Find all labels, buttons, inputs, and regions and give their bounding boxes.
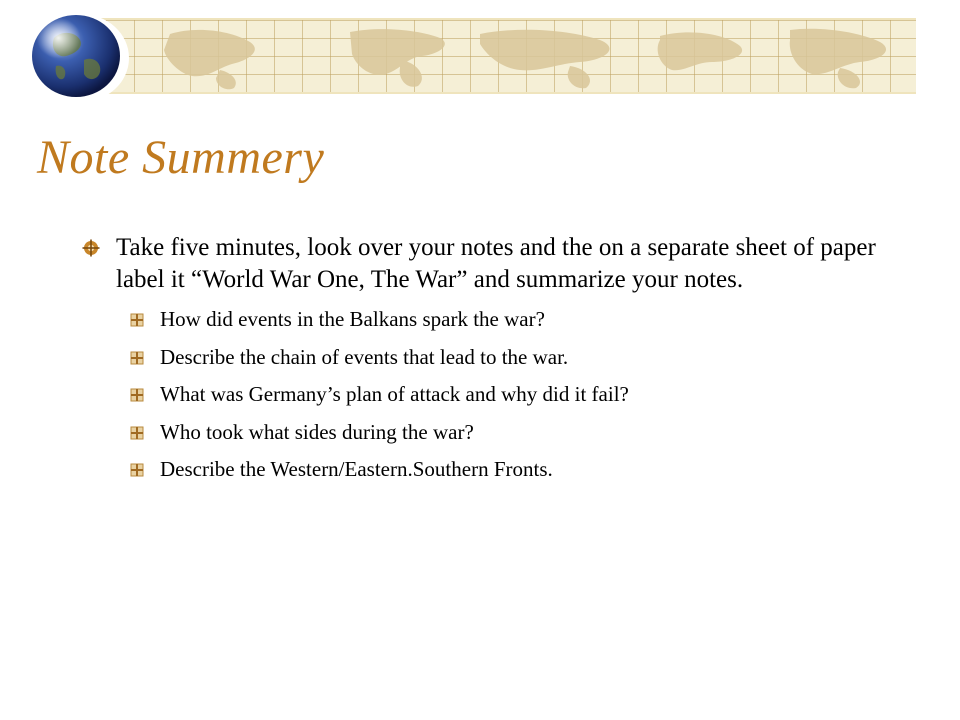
slide-body bbox=[80, 232, 880, 494]
map-continents-graphic bbox=[100, 20, 916, 92]
square-bullet-icon bbox=[130, 313, 144, 327]
list-item bbox=[80, 456, 880, 482]
globe-icon bbox=[26, 8, 136, 102]
square-bullet-icon bbox=[130, 388, 144, 402]
slide-title: Note Summery bbox=[37, 131, 325, 184]
sub-bullet-text: Who took what sides during the war? bbox=[160, 419, 474, 444]
square-bullet-icon bbox=[130, 426, 144, 440]
sub-bullet-text: Describe the Western/Eastern.Southern Fronts. bbox=[160, 457, 553, 481]
sub-bullet-text: How did events in the Balkans spark the war? bbox=[160, 307, 545, 331]
world-map-banner bbox=[100, 18, 916, 94]
main-bullet-point bbox=[80, 232, 880, 296]
sub-bullet-text: What was Germany’s plan of attack and why did it fail? bbox=[160, 382, 629, 406]
list-item bbox=[80, 381, 880, 407]
square-bullet-icon bbox=[130, 463, 144, 477]
square-bullet-icon bbox=[130, 351, 144, 365]
list-item bbox=[80, 419, 880, 445]
sub-bullet-list bbox=[80, 306, 880, 482]
list-item bbox=[80, 344, 880, 370]
list-item bbox=[80, 306, 880, 332]
main-bullet-text: Take five minutes, look over your notes and the on a separate sheet of paper label it “World War One, The War” and summarize your notes. bbox=[116, 234, 876, 293]
crosshair-bullet-icon bbox=[82, 239, 100, 257]
sub-bullet-text: Describe the chain of events that lead to the war. bbox=[160, 344, 569, 369]
